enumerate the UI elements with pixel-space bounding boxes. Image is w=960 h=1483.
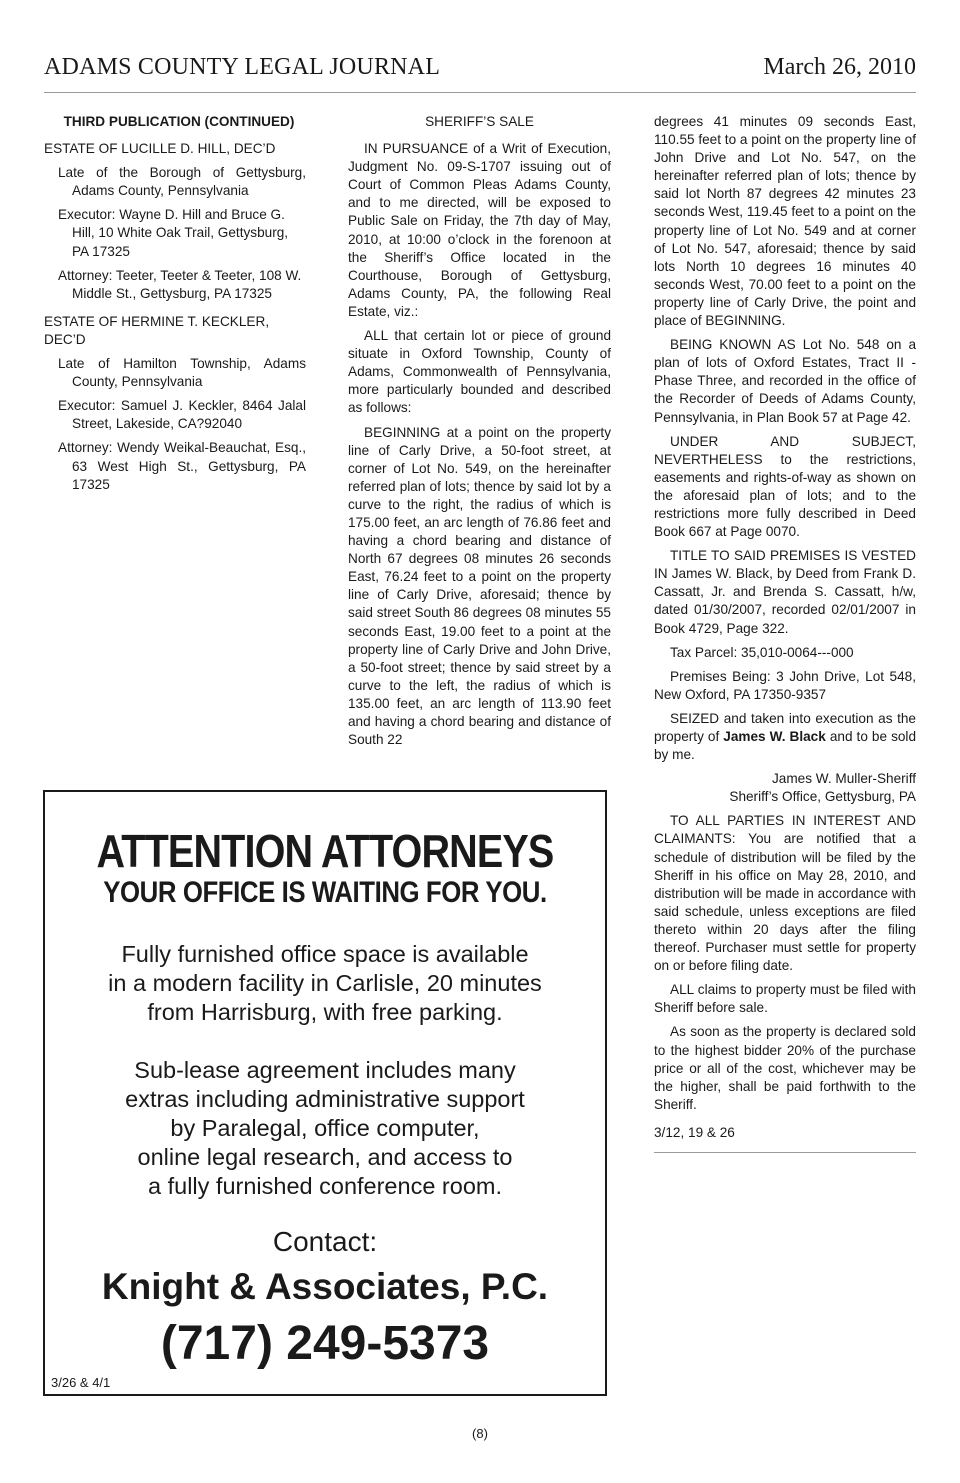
seized-text-end: and to be sold by me.: [654, 729, 917, 763]
sale-paragraph: degrees 41 minutes 09 seconds East, 110.55 feet to a point on the property line of John Drive and Lot No. 547, on the hereinafter referred plan of lots; thence by said lot North 87 degrees 42 minutes 23 seconds West, 119.45 feet to a point on the property line of Lot No. 549 and at corner of Lot No. 547, aforesaid; thence by said lots North 10 degrees 16 minutes 40 seconds West, 70.00 feet to a point on the property line of Carly Drive, the point and place of BEGINNING.: [654, 114, 916, 329]
ad-line: Fully furnished office space is available: [121, 941, 529, 967]
notice-paragraph: TO ALL PARTIES IN INTEREST AND CLAIMANTS: You are notified that a schedule of distribution will be filed by the Sheriff in his office on May 28, 2010, and distribution will be made in accordance with said schedule, unless exceptions are filed thereto within 20 days after the filing thereof. Purchaser must settle for property on or before filing date.: [654, 813, 916, 974]
ad-line: online legal research, and access to: [137, 1144, 513, 1170]
estate-attorney: Attorney: Teeter, Teeter & Teeter, 108 W. Middle St., Gettysburg, PA 17325: [58, 267, 302, 301]
sheriff-name: James W. Muller-Sheriff: [771, 771, 916, 787]
ad-line: a fully furnished conference room.: [148, 1173, 502, 1199]
notice-paragraph: ALL claims to property must be filed with Sheriff before sale.: [654, 982, 916, 1016]
sheriff-sale-heading: SHERIFF’S SALE: [425, 114, 534, 129]
tax-parcel: Tax Parcel: 35,010-0064---000: [670, 644, 854, 660]
section-heading: THIRD PUBLICATION (CONTINUED): [63, 114, 295, 129]
estate-name: ESTATE OF LUCILLE D. HILL, DEC’D: [44, 141, 276, 157]
ad-line: by Paralegal, office computer,: [170, 1115, 480, 1141]
sheriff-sale-column: [348, 113, 611, 749]
seized-text: SEIZED and taken into execution as the property of: [654, 710, 916, 744]
header-rule: [44, 92, 916, 93]
ad-line: extras including administrative support: [125, 1086, 525, 1112]
estate-name: ESTATE OF HERMINE T. KECKLER, DEC’D: [44, 313, 270, 347]
publication-dates: 3/12, 19 & 26: [654, 1124, 735, 1140]
ad-headline: ATTENTION ATTORNEYS: [96, 825, 554, 877]
ad-phone-number: (717) 249-5373: [160, 1317, 490, 1370]
ad-run-dates: 3/26 & 4/1: [51, 1375, 111, 1390]
page-header: [44, 54, 916, 84]
sale-paragraph: IN PURSUANCE of a Writ of Execution, Judgment No. 09-S-1707 issuing out of Court of Common Pleas Adams County, and to me directed, will be exposed to Public Sale on Friday, the 7th day of May, 2010, at 10:00 o’clock in the forenoon at the Sheriff’s Office located in the Courthouse, Borough of Gettysburg, Adams County, PA, the following Real Estate, viz.:: [348, 141, 611, 319]
ad-subheadline: YOUR OFFICE IS WAITING FOR YOU.: [103, 876, 547, 909]
ad-firm-name: Knight & Associates, P.C.: [101, 1266, 549, 1307]
seized-paragraph: [654, 710, 916, 764]
end-rule: [654, 1152, 916, 1153]
issue-date: March 26, 2010: [763, 54, 916, 80]
estate-notices-column: [44, 113, 306, 494]
ad-line: from Harrisburg, with free parking.: [147, 999, 503, 1025]
ad-line: Sub-lease agreement includes many: [134, 1057, 516, 1083]
sale-paragraph: UNDER AND SUBJECT, NEVERTHELESS to the restrictions, easements and rights-of-way as shown on the aforesaid plan of lots; and to the restrictions more fully described in Deed Book 667 at Page 0070.: [654, 433, 916, 540]
sale-paragraph: TITLE TO SAID PREMISES IS VESTED IN James W. Black, by Deed from Frank D. Cassatt, Jr. and Brenda S. Cassatt, h/w, dated 01/30/2007, recorded 02/01/2007 in Book 4729, Page 322.: [654, 548, 916, 636]
notice-paragraph: As soon as the property is declared sold to the highest bidder 20% of the purchase price or all of the cost, whichever may be the higher, shall be paid forthwith to the Sheriff.: [654, 1024, 916, 1112]
sale-paragraph: ALL that certain lot or piece of ground situate in Oxford Township, County of Adams, Commonwealth of Pennsylvania, more particularly bounded and described as follows:: [348, 328, 611, 416]
estate-attorney: Attorney: Wendy Weikal-Beauchat, Esq., 63 West High St., Gettysburg, PA 17325: [58, 440, 306, 492]
ad-description: [45, 940, 605, 1027]
estate-executor: Executor: Wayne D. Hill and Bruce G. Hill, 10 White Oak Trail, Gettysburg, PA 17325: [58, 207, 289, 259]
estate-late-of: Late of Hamilton Township, Adams County, Pennsylvania: [58, 356, 306, 390]
estate-executor: Executor: Samuel J. Keckler, 8464 Jalal Street, Lakeside, CA?92040: [58, 398, 306, 432]
sheriff-sale-continued-column: [654, 113, 916, 1153]
ad-sublease-description: [45, 1056, 605, 1201]
estate-late-of: Late of the Borough of Gettysburg, Adams County, Pennsylvania: [58, 165, 306, 199]
ad-contact-label: Contact:: [272, 1226, 378, 1257]
sale-paragraph: BEGINNING at a point on the property line of Carly Drive, a 50-foot street, at corner of Lot No. 549, on the hereinafter referred plan of lots; thence by said lot by a curve to the right, the radius of which is 175.00 feet, an arc length of 76.86 feet and having a chord bearing and distance of North 67 degrees 08 minutes 26 seconds East, 76.24 feet to a point on the property line of Carly Drive, aforesaid; thence by said street South 86 degrees 08 minutes 55 seconds East, 19.00 feet to a point at the property line of Carly Drive and John Drive, a 50-foot street; thence by said street by a curve to the left, the radius of which is 135.00 feet, an arc length of 113.90 feet and having a chord bearing and distance of South 22: [348, 424, 611, 748]
premises-address: Premises Being: 3 John Drive, Lot 548, New Oxford, PA 17350-9357: [654, 668, 916, 702]
defendant-name: James W. Black: [723, 729, 826, 744]
office-space-advertisement: [43, 790, 607, 1396]
journal-title: ADAMS COUNTY LEGAL JOURNAL: [44, 54, 441, 80]
page-number: (8): [472, 1426, 488, 1441]
sheriff-office: Sheriff’s Office, Gettysburg, PA: [729, 789, 916, 805]
ad-line: in a modern facility in Carlisle, 20 minutes: [108, 970, 542, 996]
sale-paragraph: BEING KNOWN AS Lot No. 548 on a plan of lots of Oxford Estates, Tract II - Phase Three, and recorded in the office of the Recorder of Deeds of Adams County, Pennsylvania, in Plan Book 57 at Page 42.: [654, 337, 916, 425]
